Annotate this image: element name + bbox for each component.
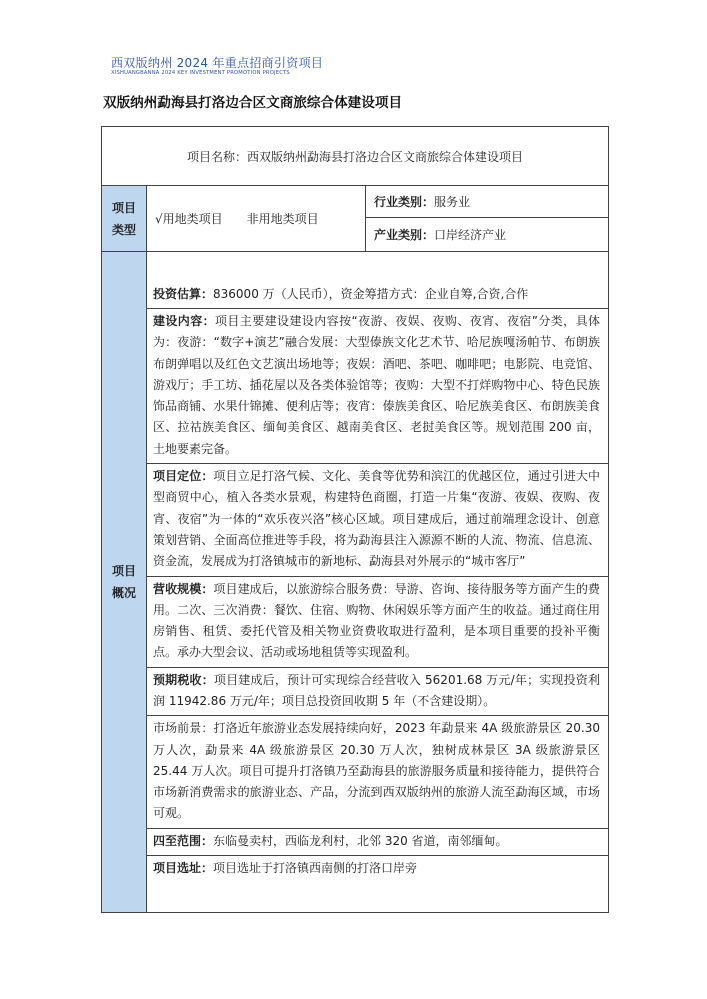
industry-category-cell: [366, 186, 609, 218]
project-name-cell: [102, 127, 609, 186]
project-type-options: √用地类项目 非用地类项目: [147, 186, 366, 252]
industry-category-value: 服务业: [434, 195, 471, 209]
section-expected-tax: 预期税收：项目建成后，预计可实现综合经营收入 56201.68 万元/年；实现投资利润 11942.86 万元/年；项目总投资回收期 5 年（不含建设期）。: [147, 668, 608, 717]
section-market-outlook: 市场前景：打洛近年旅游业态发展持续向好，2023 年勐景来 4A 级旅游景区 20.30 万人次，勐景来 4A 级旅游景区 20.30 万人次，独树成林景区 3A 级旅游景区 25.44 万人次。项目可提升打洛镇乃至勐海县的旅游服务质量和接待能力，提供符合市场新消费需求的旅游业态、产品，分流到西双版纳州的旅游人流至勐海区域，市场可观。: [147, 716, 608, 828]
project-overview-content: [147, 252, 609, 913]
industry-category-label: 行业类别：: [374, 195, 435, 209]
project-name-label: 项目名称：: [186, 149, 247, 164]
section-project-positioning: 项目定位：项目立足打洛气候、文化、美食等优势和滨江的优越区位，通过引进大中型商贸中心，植入各类水景观，构建特色商圈，打造一片集“夜游、夜娱、夜购、夜宵、夜宿”为一体的“欢乐夜兴洛”核心区域。项目建成后，通过前端理念设计、创意策划营销、全面高位推进等手段，将为勐海县注入源源不断的人流、物流、信息流、资金流，发展成为打洛镇城市的新地标、勐海县对外展示的“城市客厅”: [147, 464, 608, 576]
section-revenue-scale: 营收规模：项目建成后，以旅游综合服务费：导游、咨询、接待服务等方面产生的费用。二次、三次消费：餐饮、住宿、购物、休闲娱乐等方面产生的收益。通过商住用房销售、租赁、委托代管及相关物业资费收取进行盈利，是本项目重要的投补平衡点。承办大型会议、活动或场地租赁等实现盈利。: [147, 577, 608, 668]
section-investment-estimate: 投资估算：836000 万（人民币），资金筹措方式：企业自筹,合资,合作: [147, 282, 608, 309]
header-series-cn: 西双版纳州 2024 年重点招商引资项目: [111, 56, 324, 70]
section-construction-content: 建设内容：项目主要建设建设内容按“夜游、夜娱、夜购、夜宵、夜宿”分类，具体为：夜游：“数字+演艺”融合发展：大型傣族文化艺术节、哈尼族嘎汤帕节、布朗族布朗弹唱以及红色文艺演出场地等；夜娱：酒吧、茶吧、咖啡吧；电影院、电竞馆、游戏厅；手工坊、插花屋以及各类体验馆等；夜购：大型不打烊购物中心、特色民族饰品商铺、水果什锦摊、便利店等；夜宵：傣族美食区、哈尼族美食区、布朗族美食区、拉祜族美食区、缅甸美食区、越南美食区、老挝美食区等。规划范围 200 亩，土地要素完备。: [147, 309, 608, 464]
section-boundaries: 四至范围：东临曼卖村，西临龙利村，北邻 320 省道，南邻缅甸。: [147, 829, 608, 856]
header-series-en: XISHUANGBANNA 2024 KEY INVESTMENT PROMOTION PROJECTS: [111, 70, 290, 76]
project-info-table: [101, 126, 609, 913]
project-overview-label: 项目概况: [102, 252, 147, 913]
sector-category-value: 口岸经济产业: [434, 228, 507, 242]
document-title: 双版纳州勐海县打洛边合区文商旅综合体建设项目: [103, 95, 403, 111]
project-type-label: 项目类型: [102, 186, 147, 252]
sector-category-label: 产业类别：: [374, 228, 435, 242]
section-project-site: 项目选址：项目选址于打洛镇西南侧的打洛口岸旁: [153, 861, 418, 876]
project-name-value: 西双版纳州勐海县打洛边合区文商旅综合体建设项目: [247, 149, 524, 164]
sector-category-cell: [366, 218, 609, 252]
